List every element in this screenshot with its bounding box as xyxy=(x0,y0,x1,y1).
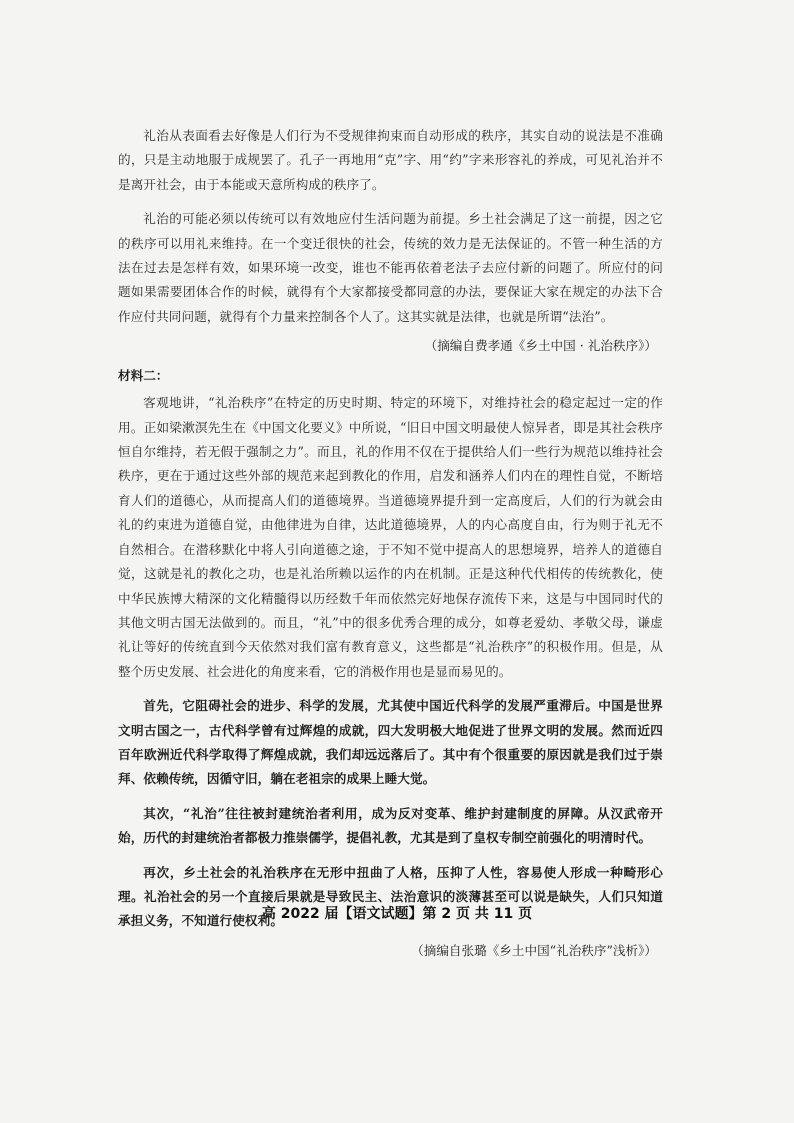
material-paragraph: 客观地讲，“礼治秩序”在特定的历史时期、特定的环境下，对维持社会的稳定起过一定的作用。正如梁漱溟先生在《中国文化要义》中所说，“旧日中国文明最使人惊异者，即是其社会秩序恒自尔维持，若无假于强制之力”。而且，礼的作用不仅在于提供给人们一些行为规范以维持社会秩序，更在于通过这些外部的规范来起到教化的作用，启发和涵养人们内在的理性自觉，不断培育人们的道德心，从而提高人们的道德境界。当道德境界提升到一定高度后，人们的行为就会由礼的约束进为道德自觉，由他律进为自律，达此道德境界，人的内心高度自由，行为则于礼无不自然相合。在潜移默化中将人引向道德之途，于不知不觉中提高人的思想境界，培养人的道德自觉，这就是礼的教化之功，也是礼治所赖以运作的内在机制。正是这种代代相传的传统教化，使中华民族博大精深的文化精髓得以历经数千年而依然完好地保存流传下来，这是与中国同时代的其他文明古国无法做到的。而且，“礼”中的很多优秀合理的成分，如尊老爱幼、孝敬父母，谦虚礼让等好的传统直到今天依然对我们富有教育意义，这些都是“礼治秩序”的积极作用。但是，从整个历史发展、社会进化的角度来看，它的消极作用也是显而易见的。 xyxy=(118,395,663,679)
citation: （摘编自张璐《乡土中国“礼治秩序”浅析》） xyxy=(411,942,657,958)
text-block xyxy=(118,124,663,970)
material-paragraph: 再次，乡土社会的礼治秩序在无形中扭曲了人格，压抑了人性，容易使人形成一种畸形心理。礼治社会的另一个直接后果就是导致民主、法治意识的淡薄甚至可以说是缺失，人们只知道承担义务，不知道行使权利。 xyxy=(118,864,663,929)
material-heading: 材料二： xyxy=(118,368,169,384)
passage-paragraph: 礼治从表面看去好像是人们行为不受规律拘束而自动形成的秩序，其实自动的说法是不准确的，只是主动地服于成规罢了。孔子一再地用“克”字、用“约”字来形容礼的养成，可见礼治并不是离开社会，由于本能或天意所构成的秩序了。 xyxy=(118,128,663,192)
passage-paragraph: 礼治的可能必须以传统可以有效地应付生活问题为前提。乡土社会满足了这一前提，因之它的秩序可以用礼来维持。在一个变迁很快的社会，传统的效力是无法保证的。不管一种生活的方法在过去是怎样有效，如果环境一改变，谁也不能再依着老法子去应付新的问题了。所应付的问题如果需要团体合作的时候，就得有个大家都接受都同意的办法，要保证大家在规定的办法下合作应付共同问题，就得有个力量来控制各个人了。这其实就是法律，也就是所谓“法治”。 xyxy=(118,211,663,324)
material-paragraph: 其次，“礼治”往往被封建统治者利用，成为反对变革、维护封建制度的屏障。从汉武帝开始，历代的封建统治者都极力推崇儒学，提倡礼教，尤其是到了皇权专制空前强化的明清时代。 xyxy=(118,805,663,846)
material-paragraph: 首先，它阻碍社会的进步、科学的发展，尤其使中国近代科学的发展严重滞后。中国是世界文明古国之一，古代科学曾有过辉煌的成就，四大发明极大地促进了世界文明的发展。然而近四百年欧洲近代科学取得了辉煌成就，我们却远远落后了。其中有个很重要的原因就是我们过于崇拜、依赖传统，因循守旧，躺在老祖宗的成果上睡大觉。 xyxy=(118,698,663,787)
page-footer: 高 2022 届【语文试题】第 2 页 共 11 页 xyxy=(261,906,533,922)
citation: （摘编自费孝通《乡土中国 · 礼治秩序》） xyxy=(424,338,657,354)
